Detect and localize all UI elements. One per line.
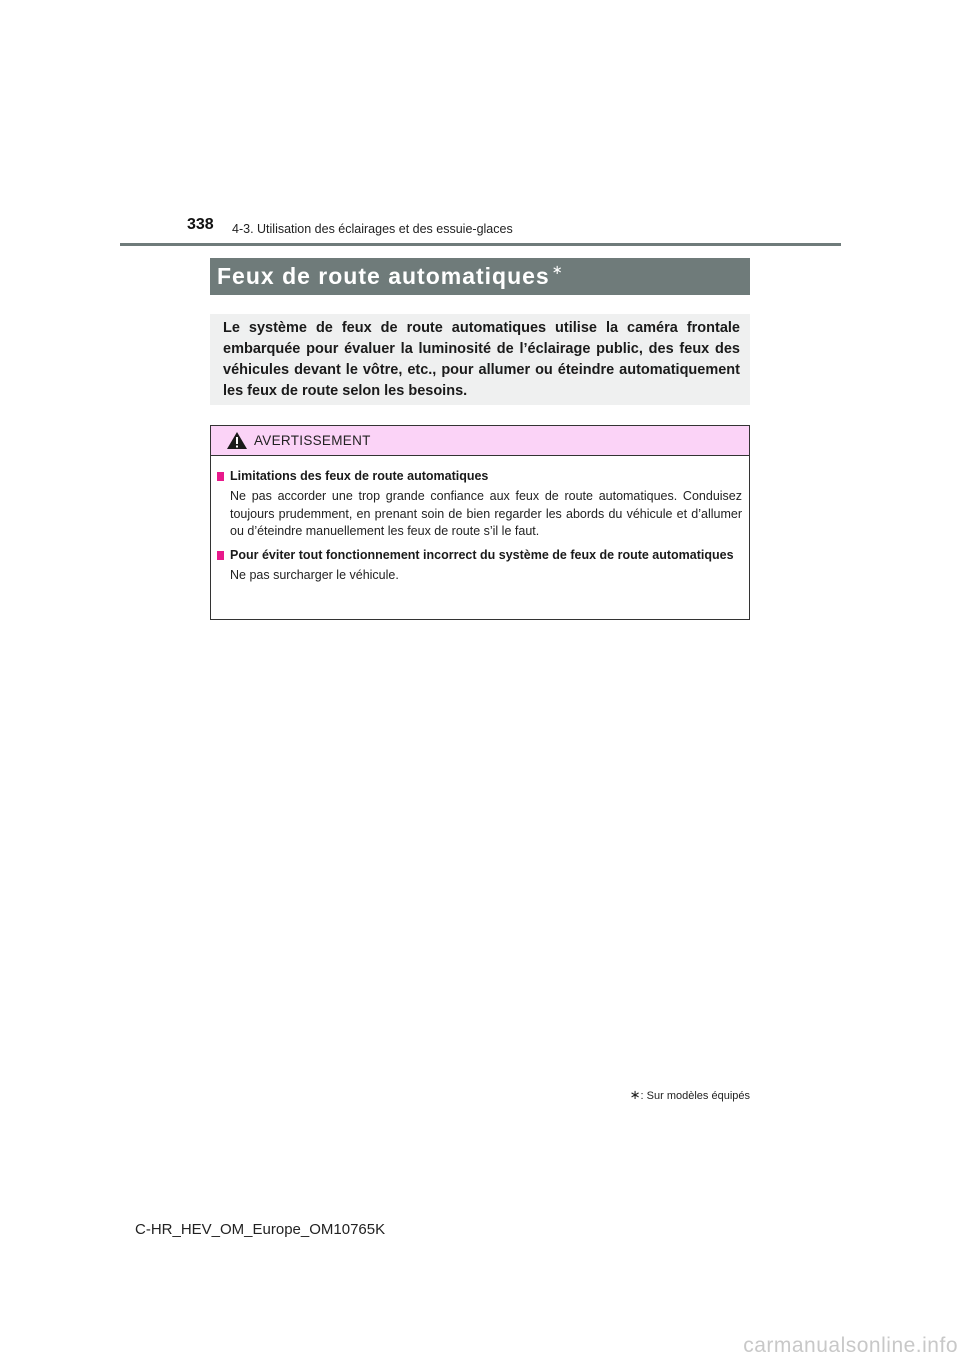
warning-box	[210, 425, 750, 620]
title-asterisk: ∗	[551, 262, 563, 277]
footnote-asterisk: ∗	[629, 1087, 641, 1102]
section-heading: 4-3. Utilisation des éclairages et des essuie-glaces	[232, 222, 513, 236]
warning-title: AVERTISSEMENT	[254, 433, 371, 448]
page-title-bar	[210, 258, 750, 295]
warning-item-text: Ne pas surcharger le véhicule.	[230, 567, 399, 582]
footer-document-code: C-HR_HEV_OM_Europe_OM10765K	[135, 1221, 386, 1238]
square-bullet-icon	[217, 472, 224, 481]
warning-item-text: Ne pas accorder une trop grande confiance aux feux de route automatiques. Conduisez toujours prudemment, en prenant soin de bien regarder les abords du véhicule et d’allumer ou d’éteindre manuellement les feux de route s’il le faut.	[230, 489, 742, 538]
warning-body	[211, 456, 749, 584]
footnote	[630, 1087, 750, 1103]
footnote-text: : Sur modèles équipés	[640, 1090, 750, 1102]
warning-header	[211, 426, 749, 456]
warning-triangle-icon	[226, 431, 248, 450]
warning-item-content	[230, 468, 742, 541]
intro-text: Le système de feux de route automatiques utilise la caméra frontale embarquée pour évaluer la luminosité de l’éclairage public, des feux des véhicules devant le vôtre, etc., pour allumer ou éteindre automatiquement les feux de route selon les besoins.	[223, 320, 740, 399]
warning-item-heading: Limitations des feux de route automatiques	[230, 469, 489, 483]
watermark: carmanualsonline.info	[743, 1334, 958, 1357]
warning-item-content	[230, 547, 742, 585]
page-title: Feux de route automatiques	[217, 263, 550, 289]
warning-item-heading: Pour éviter tout fonctionnement incorrect du système de feux de route automatiques	[230, 547, 734, 562]
intro-box	[210, 314, 750, 405]
page-number: 338	[187, 216, 214, 233]
warning-item	[217, 468, 742, 541]
header-divider	[120, 243, 841, 246]
square-bullet-icon	[217, 551, 224, 560]
warning-item	[217, 547, 742, 585]
